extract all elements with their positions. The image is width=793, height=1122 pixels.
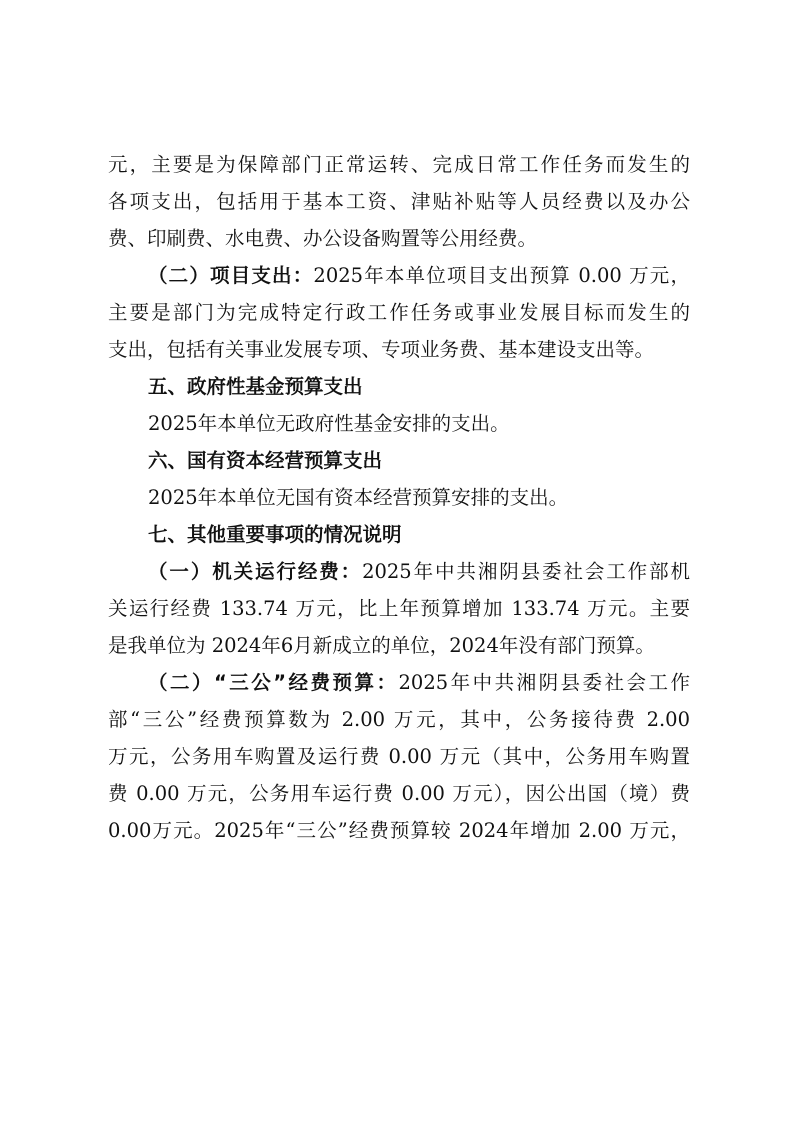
paragraph-line: 支出，包括有关事业发展专项、专项业务费、基本建设支出等。 [108, 338, 655, 361]
section-heading-state-capital: 六、国有资本经营预算支出 [148, 449, 383, 472]
paragraph-line: 各项支出，包括用于基本工资、津贴补贴等人员经费以及办公 [108, 190, 690, 213]
subheading-operating-expenses: （一）机关运行经费： [148, 560, 363, 583]
paragraph-line: 元，主要是为保障部门正常运转、完成日常工作任务而发生的 [108, 153, 690, 176]
paragraph-line: 费、印刷费、水电费、办公设备购置等公用经费。 [108, 227, 538, 250]
section-heading-other-matters: 七、其他重要事项的情况说明 [148, 523, 402, 546]
subheading-project-expenditure: （二）项目支出： [148, 264, 314, 287]
paragraph-line [108, 664, 690, 701]
paragraph-line: 2025年本单位无政府性基金安排的支出。 [148, 412, 510, 435]
paragraph-text: 2025年中共湘阴县委社会工作 [398, 671, 690, 694]
document-body [108, 146, 690, 849]
paragraph-line: 费 0.00 万元，公务用车运行费 0.00 万元），因公出国（境）费 [108, 782, 690, 805]
paragraph-line [108, 257, 690, 294]
paragraph-line: 是我单位为 2024年6月新成立的单位，2024年没有部门预算。 [108, 634, 655, 657]
paragraph-text: 2025年中共湘阴县委社会工作部机 [362, 560, 690, 583]
section-heading-government-fund: 五、政府性基金预算支出 [148, 375, 363, 398]
paragraph-line: 主要是部门为完成特定行政工作任务或事业发展目标而发生的 [108, 301, 690, 324]
paragraph-line: 关运行经费 133.74 万元，比上年预算增加 133.74 万元。主要 [108, 597, 690, 620]
paragraph-line: 万元，公务用车购置及运行费 0.00 万元（其中，公务用车购置 [108, 745, 690, 768]
paragraph-line: 0.00万元。2025年“三公”经费预算较 2024年增加 2.00 万元， [108, 819, 690, 842]
subheading-three-public-expenses: （二）“三公”经费预算： [148, 671, 399, 694]
paragraph-line [108, 553, 690, 590]
paragraph-line: 部“三公”经费预算数为 2.00 万元，其中，公务接待费 2.00 [108, 708, 690, 731]
paragraph-line: 2025年本单位无国有资本经营预算安排的支出。 [148, 486, 569, 509]
paragraph-text: 2025年本单位项目支出预算 0.00 万元， [313, 264, 690, 287]
